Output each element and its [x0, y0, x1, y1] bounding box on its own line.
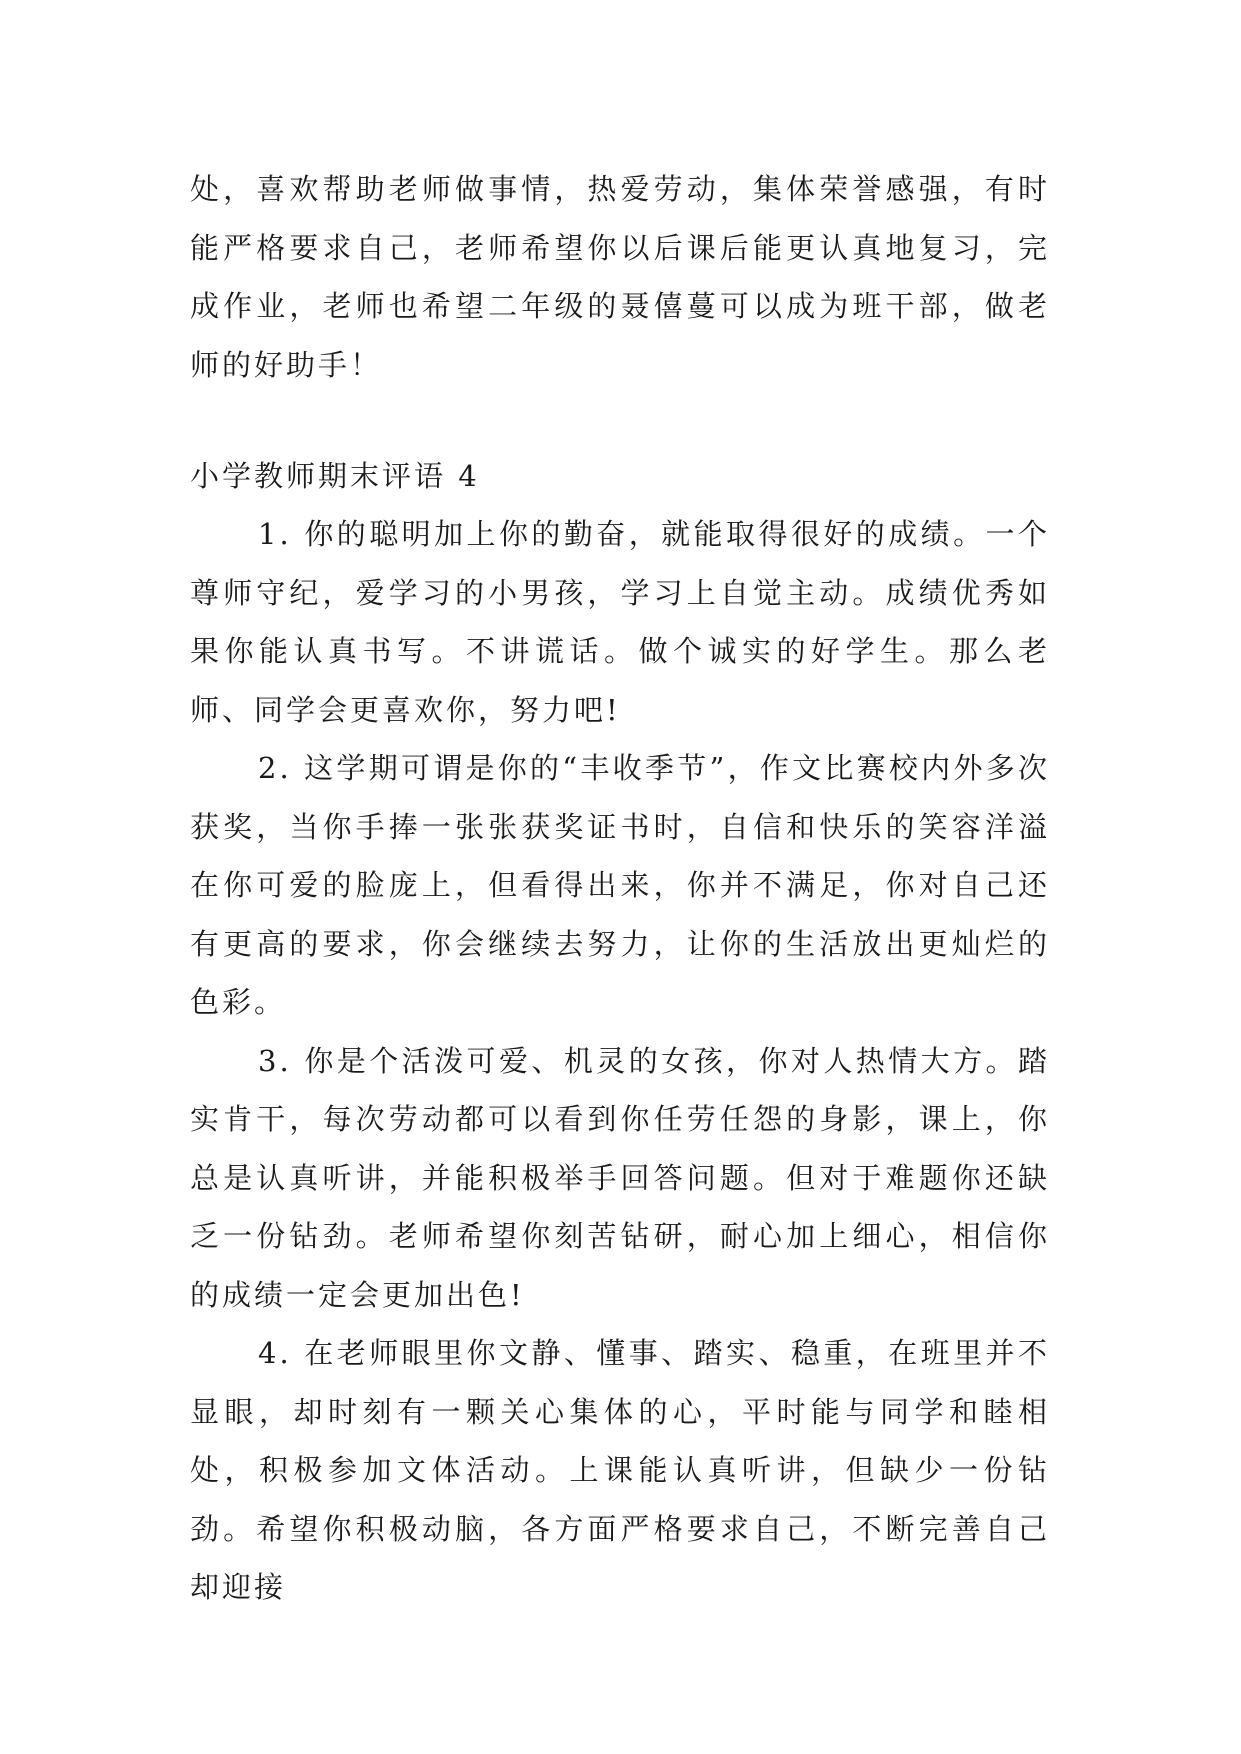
- section-heading: 小学教师期末评语 4: [190, 459, 480, 493]
- document-body-top: [190, 160, 1050, 394]
- continuation-paragraph: 处，喜欢帮助老师做事情，热爱劳动，集体荣誉感强，有时能严格要求自己，老师希望你以后课后能更认真地复习，完成作业，老师也希望二年级的聂僖蔓可以成为班干部，做老师的好助手！: [190, 172, 1050, 382]
- comment-item-3: 3. 你是个活泼可爱、机灵的女孩，你对人热情大方。踏实肯干，每次劳动都可以看到你任劳任怨的身影，课上，你总是认真听讲，并能积极举手回答问题。但对于难题你还缺乏一份钻劲。老师希望你刻苦钻研，耐心加上细心，相信你的成绩一定会更加出色!: [190, 1043, 1050, 1312]
- comment-item-1: 1. 你的聪明加上你的勤奋，就能取得很好的成绩。一个尊师守纪，爱学习的小男孩，学习上自觉主动。成绩优秀如果你能认真书写。不讲谎话。做个诚实的好学生。那么老师、同学会更喜欢你，努力吧!: [190, 517, 1050, 727]
- comment-item-4: 4. 在老师眼里你文静、懂事、踏实、稳重，在班里并不显眼，却时刻有一颗关心集体的心，平时能与同学和睦相处，积极参加文体活动。上课能认真听讲，但缺少一份钻劲。希望你积极动脑，各方面严格要求自己，不断完善自己却迎接: [190, 1336, 1050, 1604]
- comment-item-2: 2. 这学期可谓是你的“丰收季节”，作文比赛校内外多次获奖，当你手捧一张张获奖证书时，自信和快乐的笑容洋溢在你可爱的脸庞上，但看得出来，你并不满足，你对自己还有更高的要求，你会继续去努力，让你的生活放出更灿烂的色彩。: [190, 751, 1050, 1019]
- comment-list: [190, 505, 1050, 1617]
